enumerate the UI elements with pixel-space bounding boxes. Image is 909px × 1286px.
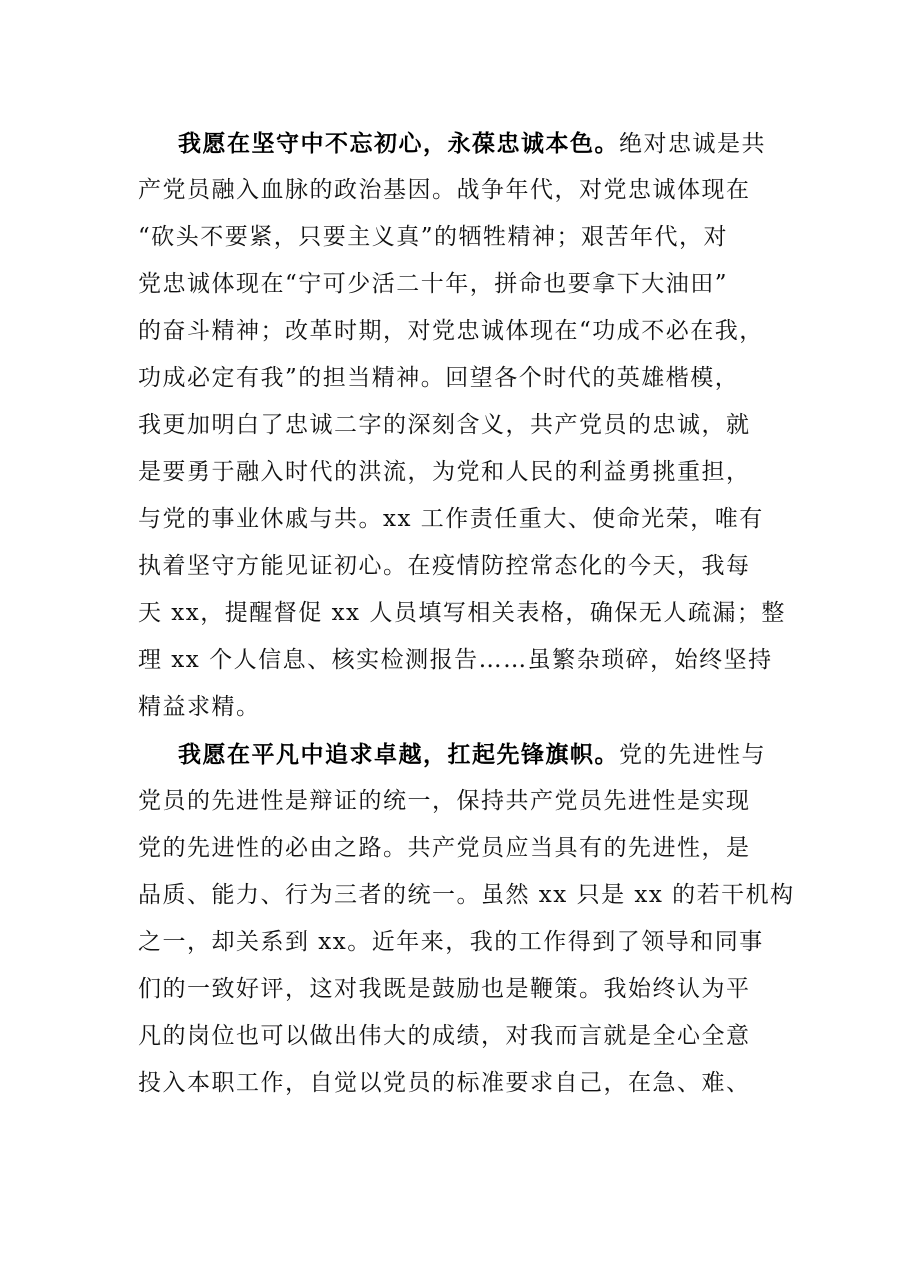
- paragraph-line: 的奋斗精神；改革时期，对党忠诚体现在“功成不必在我，: [138, 318, 764, 344]
- paragraph-line: 之一，却关系到 xx。近年来，我的工作得到了领导和同事: [138, 929, 764, 955]
- paragraph-heading: 我愿在坚守中不忘初心，永葆忠诚本色。: [178, 130, 619, 157]
- paragraph-line: 党忠诚体现在“宁可少活二十年，拼命也要拿下大油田”: [138, 271, 729, 297]
- paragraph-line: 功成必定有我”的担当精神。回望各个时代的英雄楷模，: [138, 365, 740, 391]
- paragraph-line: 执着坚守方能见证初心。在疫情防控常态化的今天，我每: [138, 553, 751, 579]
- paragraph-line: 投入本职工作，自觉以党员的标准要求自己，在急、难、: [138, 1070, 751, 1096]
- paragraph-heading: 我愿在平凡中追求卓越，扛起先锋旗帜。: [178, 741, 619, 768]
- paragraph-first-line: [138, 731, 778, 778]
- paragraph-line: “砍头不要紧，只要主义真”的牺牲精神；艰苦年代，对: [138, 224, 729, 250]
- paragraph-loyalty: [138, 120, 786, 731]
- paragraph-line: 是要勇于融入时代的洪流，为党和人民的利益勇挑重担，: [138, 459, 751, 485]
- paragraph-line: 与党的事业休戚与共。xx 工作责任重大、使命光荣，唯有: [138, 506, 764, 532]
- paragraph-line: 凡的岗位也可以做出伟大的成绩，对我而言就是全心全意: [138, 1023, 751, 1049]
- paragraph-line: 天 xx，提醒督促 xx 人员填写相关表格，确保无人疏漏；整: [138, 600, 786, 626]
- paragraph-text: 绝对忠诚是共: [619, 131, 766, 157]
- document-body: [138, 120, 795, 1107]
- paragraph-line: 精益求精。: [138, 694, 261, 720]
- paragraph-line: 党员的先进性是辩证的统一，保持共产党员先进性是实现: [138, 788, 751, 814]
- paragraph-line: 品质、能力、行为三者的统一。虽然 xx 只是 xx 的若干机构: [138, 882, 795, 908]
- paragraph-line: 理 xx 个人信息、核实检测报告……虽繁杂琐碎，始终坚持: [138, 647, 773, 673]
- paragraph-first-line: [138, 120, 778, 167]
- paragraph-line: 我更加明白了忠诚二字的深刻含义，共产党员的忠诚，就: [138, 412, 751, 438]
- paragraph-line: 产党员融入血脉的政治基因。战争年代，对党忠诚体现在: [138, 177, 751, 203]
- paragraph-excellence: [138, 731, 795, 1107]
- paragraph-line: 党的先进性的必由之路。共产党员应当具有的先进性，是: [138, 835, 751, 861]
- paragraph-text: 党的先进性与: [619, 742, 766, 768]
- paragraph-line: 们的一致好评，这对我既是鼓励也是鞭策。我始终认为平: [138, 976, 751, 1002]
